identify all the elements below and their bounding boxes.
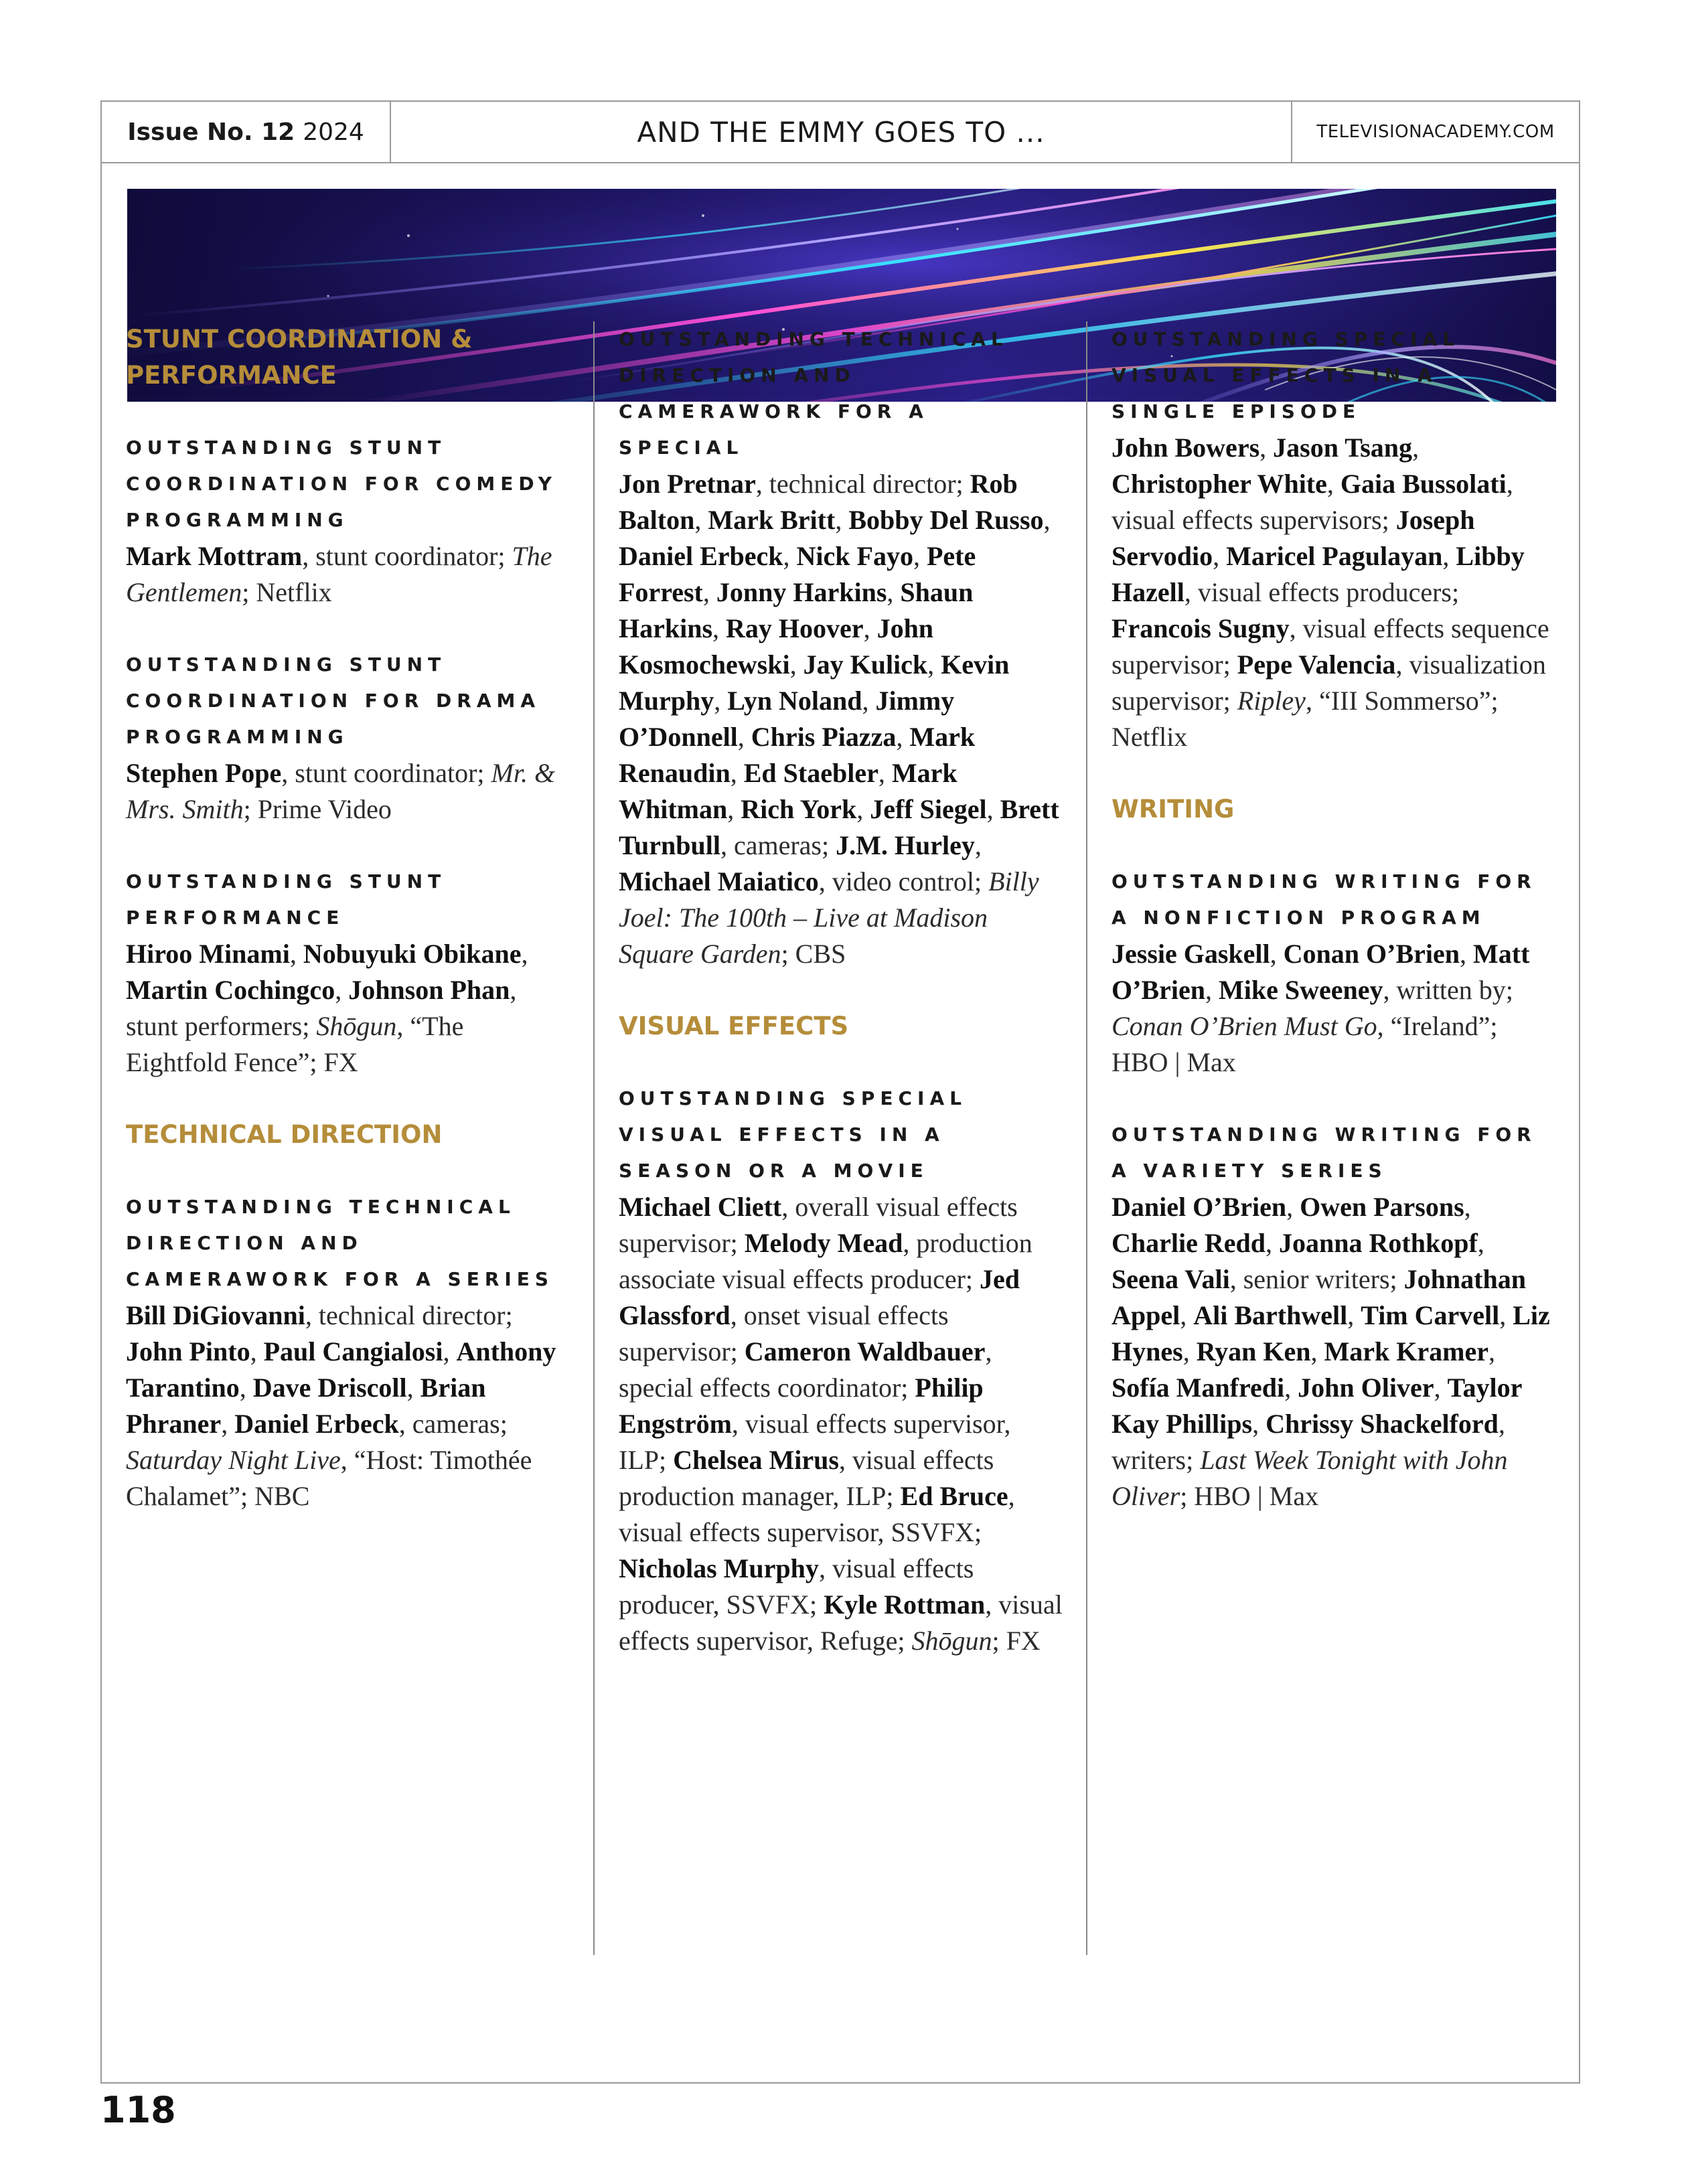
winner-entry: Michael Cliett, overall visual effects supervisor; Melody Mead, production associate visual effects producer; Jed Glassford, onset visual effects supervisor; Cameron Waldbauer, special effects coordinator; Philip Engström, visual effects supervisor, ILP; Chelsea Mirus, visual effects production manager, ILP; Ed Bruce, visual effects supervisor, SSVFX; Nicholas Murphy, visual effects producer, SSVFX; Kyle Rottman, visual effects supervisor, Refuge; Shōgun; FX: [619, 1192, 1063, 1656]
section-heading: VISUAL EFFECTS: [619, 1012, 849, 1040]
award-category: OUTSTANDING WRITING FOR A VARIETY SERIES: [1112, 1123, 1537, 1182]
column-divider-2: [1086, 321, 1087, 1955]
award-category: OUTSTANDING STUNT PERFORMANCE: [126, 870, 447, 929]
winner-entry: Bill DiGiovanni, technical director; John Pinto, Paul Cangialosi, Anthony Tarantino, Dave Driscoll, Brian Phraner, Daniel Erbeck, cameras; Saturday Night Live, “Host: Timothée Chalamet”; NBC: [126, 1300, 556, 1511]
winner-entry: Mark Mottram, stunt coordinator; The Gentlemen; Netflix: [126, 541, 552, 607]
section-heading: TECHNICAL DIRECTION: [126, 1120, 443, 1149]
section-heading: WRITING: [1112, 795, 1235, 824]
award-category: OUTSTANDING TECHNICAL DIRECTION AND CAMERAWORK FOR A SPECIAL: [619, 328, 1008, 459]
page-title: AND THE EMMY GOES TO ...: [637, 115, 1045, 149]
winner-entry: Daniel O’Brien, Owen Parsons, Charlie Redd, Joanna Rothkopf, Seena Vali, senior writers; Johnathan Appel, Ali Barthwell, Tim Carvell, Liz Hynes, Ryan Ken, Mark Kramer, Sofía Manfredi, John Oliver, Taylor Kay Phillips, Chrissy Shackelford, writers; Last Week Tonight with John Oliver; HBO | Max: [1112, 1192, 1550, 1511]
award-category: OUTSTANDING STUNT COORDINATION FOR COMEDY PROGRAMMING: [126, 437, 557, 531]
award-category: OUTSTANDING STUNT COORDINATION FOR DRAMA PROGRAMMING: [126, 653, 541, 748]
column-divider-1: [593, 321, 595, 1955]
issue-info: [102, 102, 391, 162]
award-category: OUTSTANDING SPECIAL VISUAL EFFECTS IN A SEASON OR A MOVIE: [619, 1087, 967, 1182]
winner-entry: Stephen Pope, stunt coordinator; Mr. & Mrs. Smith; Prime Video: [126, 758, 556, 824]
issue-label: Issue No. 12: [127, 118, 295, 146]
site-url: TELEVISIONACADEMY.COM: [1291, 102, 1579, 162]
winner-entry: Hiroo Minami, Nobuyuki Obikane, Martin Cochingco, Johnson Phan, stunt performers; Shōgun, “The Eightfold Fence”; FX: [126, 939, 528, 1077]
winner-entry: Jon Pretnar, technical director; Rob Balton, Mark Britt, Bobby Del Russo, Daniel Erbeck, Nick Fayo, Pete Forrest, Jonny Harkins, Shaun Harkins, Ray Hoover, John Kosmochewski, Jay Kulick, Kevin Murphy, Lyn Noland, Jimmy O’Donnell, Chris Piazza, Mark Renaudin, Ed Staebler, Mark Whitman, Rich York, Jeff Siegel, Brett Turnbull, cameras; J.M. Hurley, Michael Maiatico, video control; Billy Joel: The 100th – Live at Madison Square Garden; CBS: [619, 469, 1059, 969]
page-header: [102, 102, 1579, 163]
column-1: [126, 321, 569, 1551]
section-heading: STUNT COORDINATION & PERFORMANCE: [126, 325, 473, 390]
winner-entry: Jessie Gaskell, Conan O’Brien, Matt O’Brien, Mike Sweeney, written by; Conan O’Brien Must Go, “Ireland”; HBO | Max: [1112, 939, 1530, 1077]
column-2: [619, 321, 1063, 1695]
issue-year: 2024: [303, 118, 364, 146]
column-3: [1112, 321, 1556, 1551]
award-category: OUTSTANDING WRITING FOR A NONFICTION PROGRAM: [1112, 870, 1537, 929]
award-category: OUTSTANDING SPECIAL VISUAL EFFECTS IN A SINGLE EPISODE: [1112, 328, 1460, 422]
award-category: OUTSTANDING TECHNICAL DIRECTION AND CAMERAWORK FOR A SERIES: [126, 1196, 554, 1290]
winner-entry: John Bowers, Jason Tsang, Christopher White, Gaia Bussolati, visual effects supervisors; Joseph Servodio, Maricel Pagulayan, Libby Hazell, visual effects producers; Francois Sugny, visual effects sequence supervisor; Pepe Valencia, visualization supervisor; Ripley, “III Sommerso”; Netflix: [1112, 433, 1549, 752]
page-number: 118: [100, 2089, 176, 2131]
